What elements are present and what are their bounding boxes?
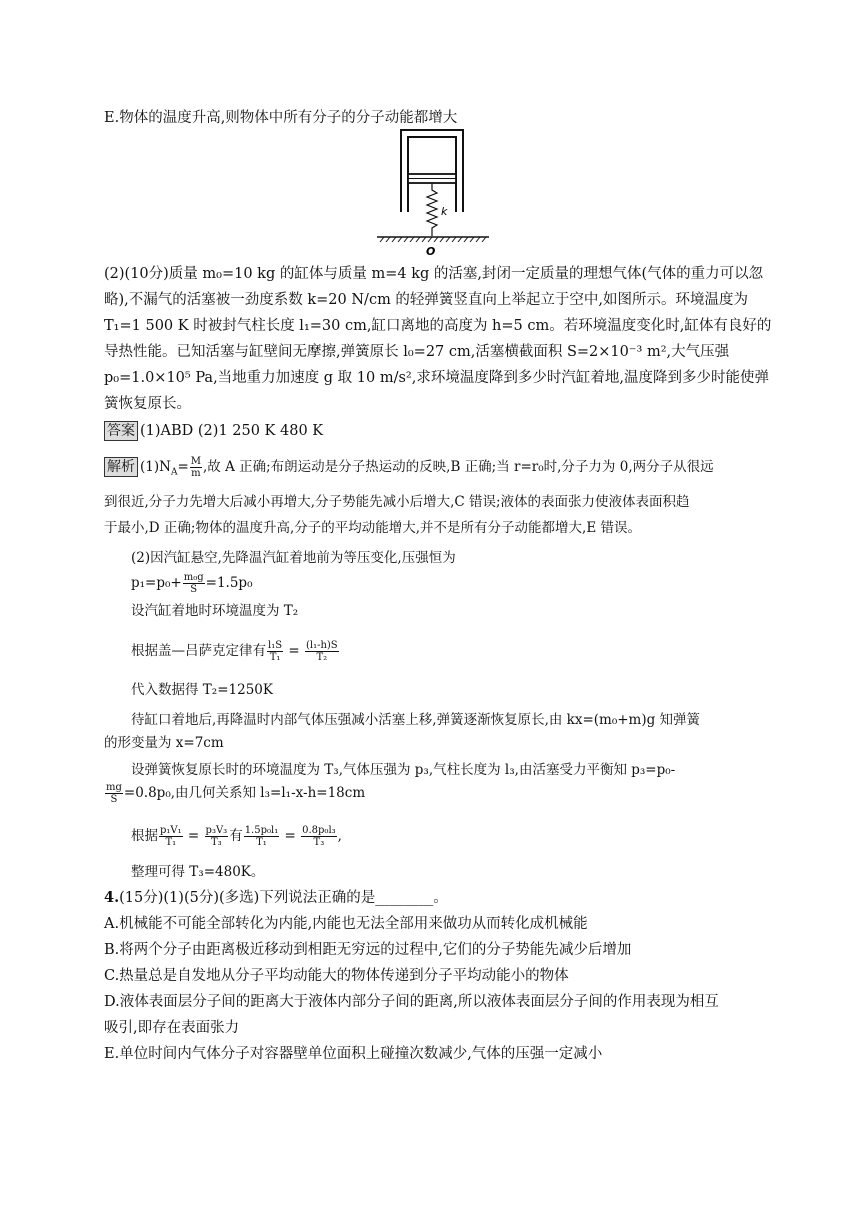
q4-option-d: D.液体表面层分子间的距离大于液体内部分子间的距离,所以液体表面层分子间的作用表现为相互 bbox=[104, 994, 719, 1010]
ground bbox=[377, 237, 489, 242]
ground-o-label: O bbox=[426, 245, 436, 258]
q3-part2-line-1: (2)(10分)质量 m₀=10 kg 的缸体与质量 m=4 kg 的活塞,封闭一定质量的理想气体(气体的重力可以忽 bbox=[104, 266, 764, 282]
fraction-mg-over-S: $\frac{mg}{S}$ bbox=[106, 782, 122, 805]
set-T3-line: 设弹簧恢复原长时的环境温度为 T₃,气体压强为 p₃,气柱长度为 l₃,由活塞受力平衡知 p₃=p₀- bbox=[131, 762, 676, 778]
q3-part2-line-2: 略),不漏气的活塞被一劲度系数 k=20 N/cm 的轻弹簧竖直向上举起立于空中,如图所示。环境温度为 bbox=[104, 292, 749, 308]
q4-option-a: A.机械能不可能全部转化为内能,内能也无法全部用来做功从而转化成机械能 bbox=[104, 916, 588, 932]
analysis-line-1: 解析 $(1)N_A=$ $\frac{M}{m}$ ,故 A 正确;布朗运动是分子热运动的反映,B 正确;当 r=r₀时,分子力为 0,两分子从很远 bbox=[104, 456, 714, 479]
q4-number: 4. bbox=[104, 889, 120, 906]
q3-option-e: E.物体的温度升高,则物体中所有分子的分子动能都增大 bbox=[104, 110, 458, 126]
fraction-m0g-over-S: $\frac{\text{m₀g}}{S}$ bbox=[183, 572, 204, 595]
cylinder-piston-figure bbox=[0, 0, 860, 260]
answer-line bbox=[104, 421, 323, 441]
answer-tag: 答案 bbox=[104, 421, 138, 441]
q3-part2-line-5: p₀=1.0×10⁵ Pa,当地重力加速度 g 取 10 m/s²,求环境温度降到多少时汽缸着地,温度降到多少时能使弹 bbox=[104, 370, 769, 386]
spring-line-2: 的形变量为 x=7cm bbox=[104, 735, 224, 751]
q3-part2-line-4: 导热性能。已知活塞与缸壁间无摩擦,弹簧原长 l₀=27 cm,活塞横截面积 S=2×10⁻³ m²,大气压强 bbox=[104, 344, 730, 360]
cylinder bbox=[401, 130, 463, 236]
q4-option-e: E.单位时间内气体分子对容器壁单位面积上碰撞次数减少,气体的压强一定减小 bbox=[104, 1046, 603, 1062]
equation-p1: p₁=p₀+ $\frac{\text{m₀g}}{S}$ =1.5p₀ bbox=[131, 572, 253, 595]
p3-geometry-line: $\frac{mg}{S}$ =0.8p₀,由几何关系知 l₃=l₁-x-h=18cm bbox=[106, 782, 366, 805]
q4-option-c: C.热量总是自发地从分子平均动能大的物体传递到分子平均动能小的物体 bbox=[104, 968, 569, 984]
spring-k-label: k bbox=[441, 205, 448, 218]
spring-line-1: 待缸口着地后,再降温时内部气体压强减小活塞上移,弹簧逐渐恢复原长,由 kx=(m₀+m)g 知弹簧 bbox=[131, 712, 701, 728]
fraction-M-over-m: $\frac{M}{m}$ bbox=[190, 456, 201, 479]
analysis-line-3: 于最小,D 正确;物体的温度升高,分子的平均动能增大,并不是所有分子动能都增大,E 错误。 bbox=[104, 520, 641, 536]
result-T3-line: 整理可得 T₃=480K。 bbox=[131, 864, 265, 880]
answer-text: (1)ABD (2)1 250 K 480 K bbox=[140, 423, 324, 439]
q3-part2-line-3: T₁=1 500 K 时被封气柱长度 l₁=30 cm,缸口离地的高度为 h=5 cm。若环境温度变化时,缸体有良好的 bbox=[104, 318, 772, 334]
q3-part2-line-6: 簧恢复原长。 bbox=[104, 396, 191, 412]
q4-option-d-cont: 吸引,即存在表面张力 bbox=[104, 1020, 240, 1036]
gay-lussac-law-line: 根据盖—吕萨克定律有 $\frac{\text{l₁S}}{\text{T₁}}$ = $\frac{\text{(l₁-h)S}}{\text{T₂}}$ bbox=[131, 640, 338, 663]
analysis-line-2: 到很近,分子力先增大后减小再增大,分子势能先减小后增大,C 错误;液体的表面张力使液体表面积趋 bbox=[104, 494, 690, 510]
set-T2-line: 设汽缸着地时环境温度为 T₂ bbox=[131, 603, 299, 619]
q4-stem: 4.(15分)(1)(5分)(多选)下列说法正确的是________。 bbox=[104, 889, 448, 906]
q4-option-b: B.将两个分子由距离极近移动到相距无穷远的过程中,它们的分子势能先减少后增加 bbox=[104, 942, 632, 958]
gas-law-line: 根据 $\frac{\text{p₁V₁}}{\text{T₁}}$ = $\frac{\text{p₃V₃}}{\text{T₃}}$ 有 $\frac{\text{1.5p₀l₁}}{\text{T₁}}$ = $\frac{\text{0.8p₀l₃}}{\text{T₃}}$ , bbox=[131, 825, 342, 848]
fraction-l1S-over-T1: $\frac{\text{l₁S}}{\text{T₁}}$ bbox=[268, 640, 283, 663]
analysis-part2-intro: (2)因汽缸悬空,先降温汽缸着地前为等压变化,压强恒为 bbox=[131, 550, 456, 566]
fraction-l1-h-S-over-T2: $\frac{\text{(l₁-h)S}}{\text{T₂}}$ bbox=[305, 640, 338, 663]
analysis-tag: 解析 bbox=[104, 457, 138, 477]
result-T2-line: 代入数据得 T₂=1250K bbox=[131, 682, 273, 698]
